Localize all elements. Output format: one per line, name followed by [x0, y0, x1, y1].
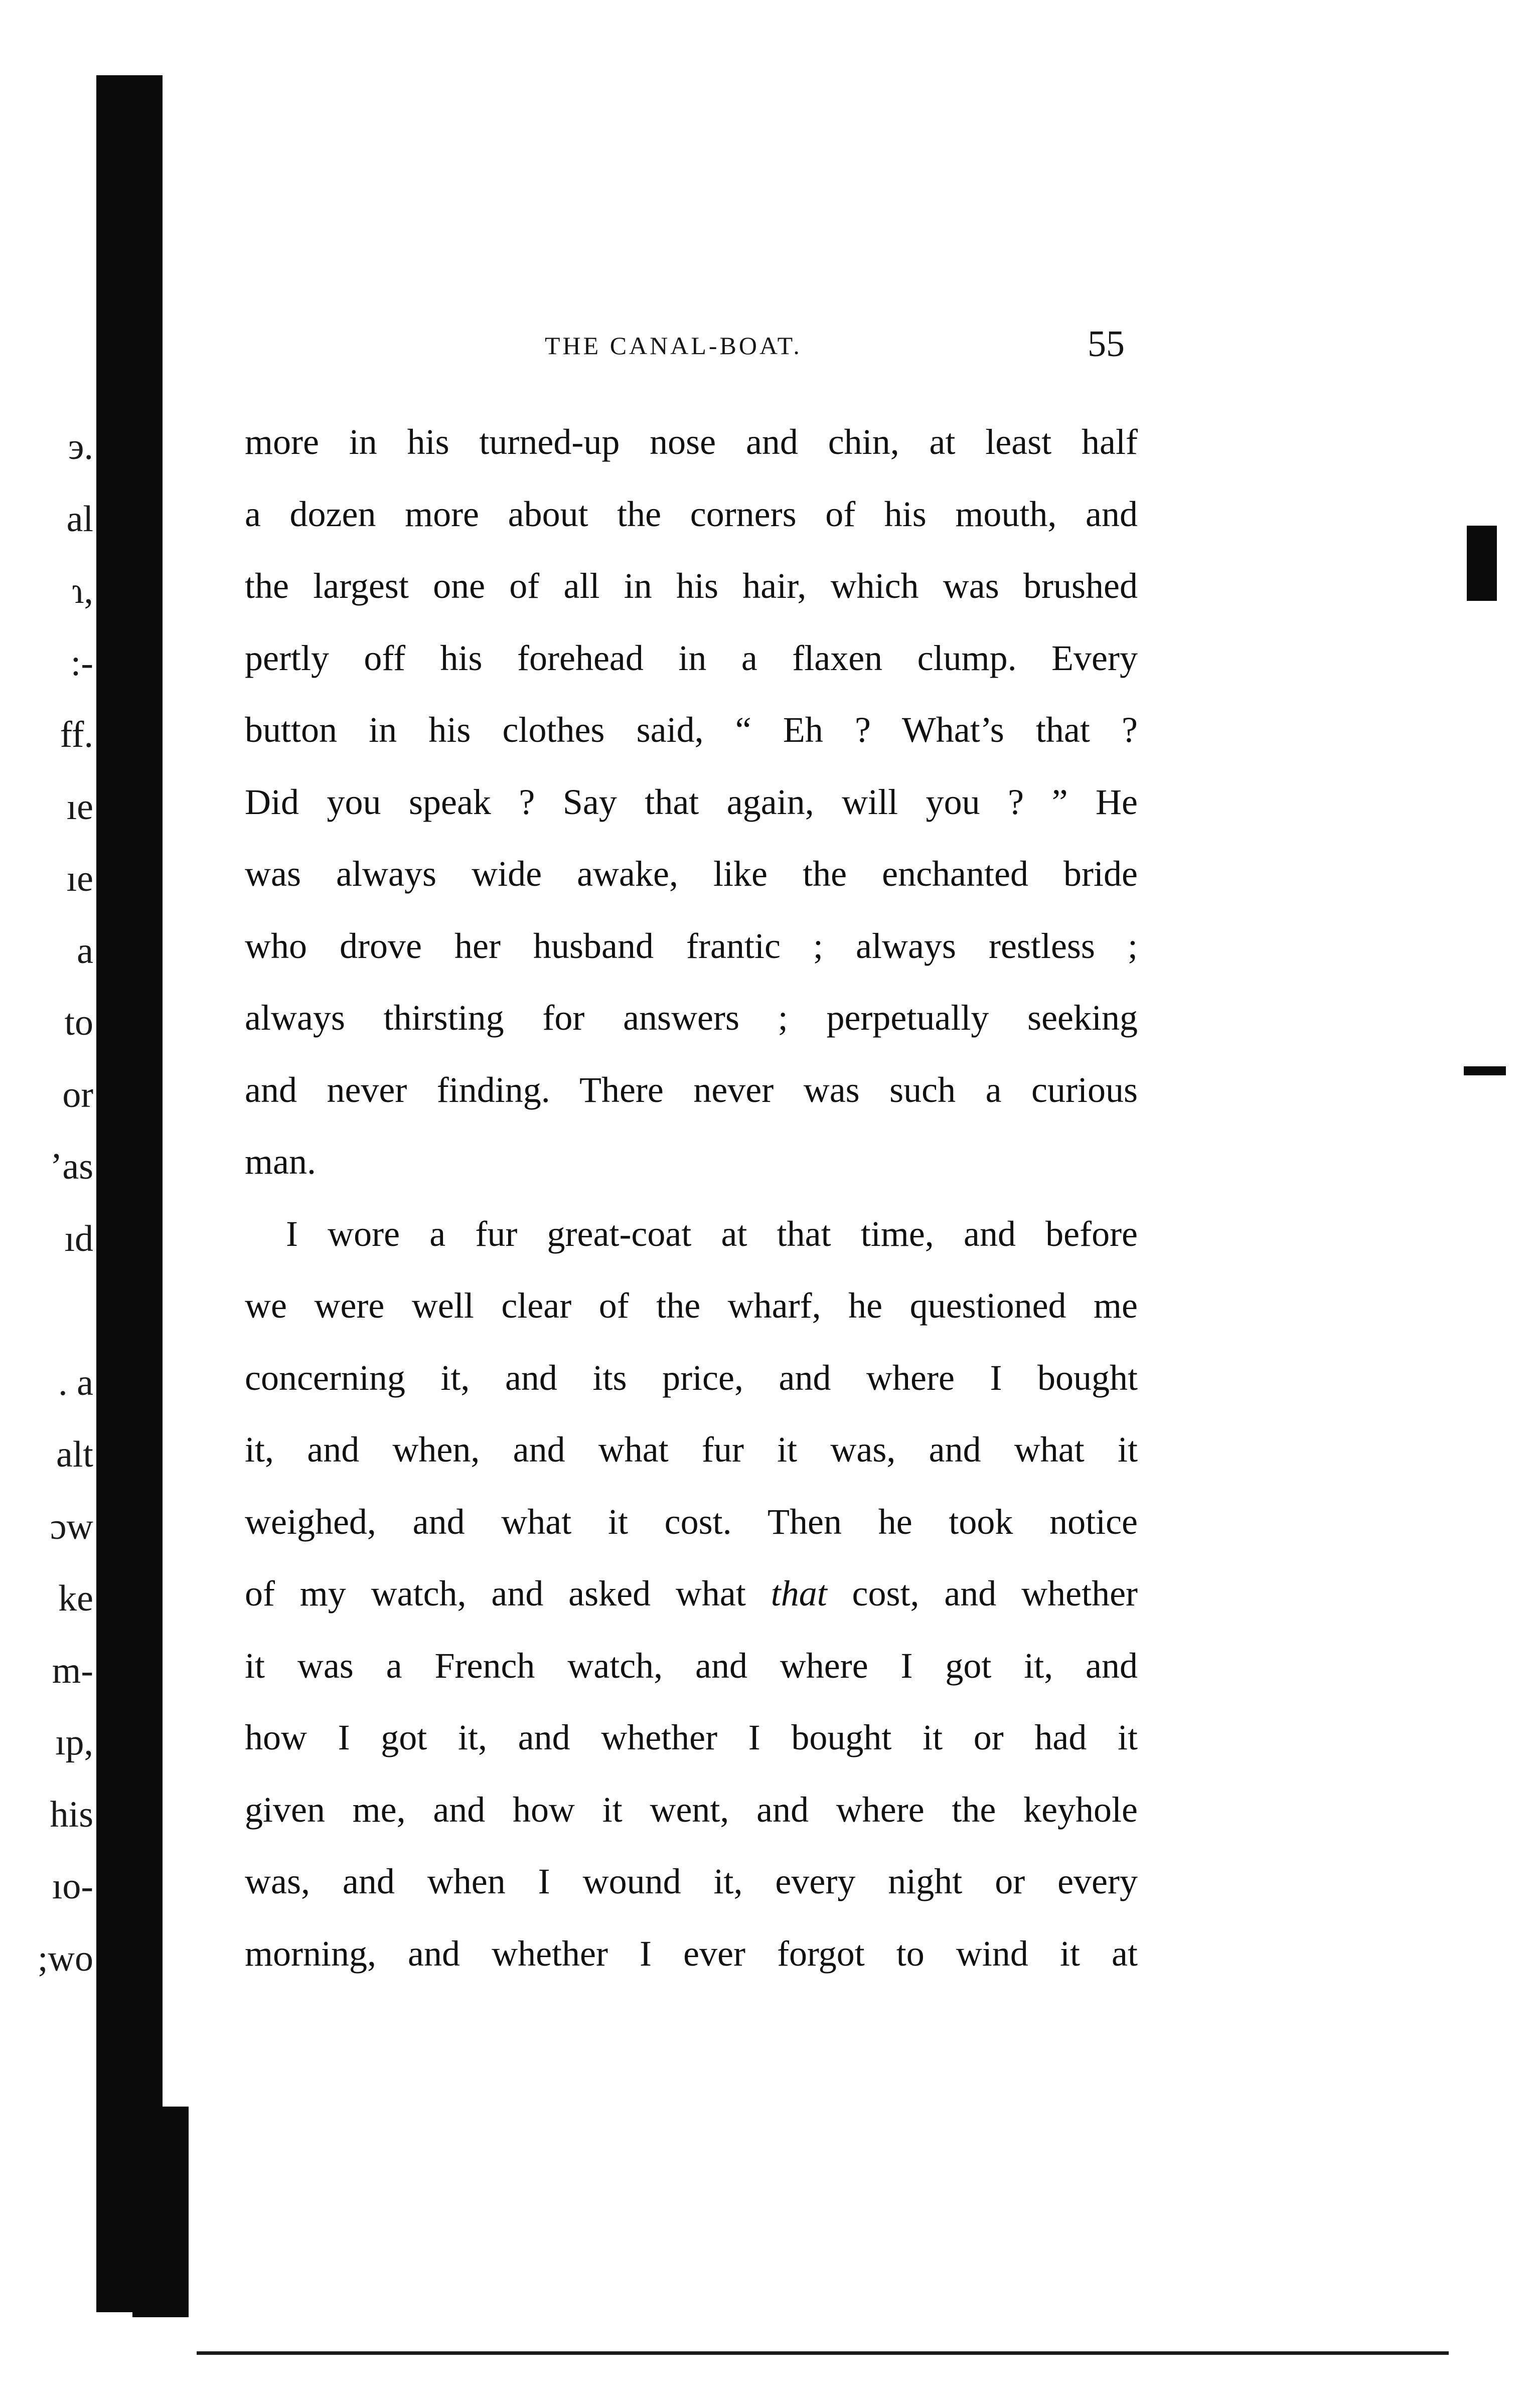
text-line: and never finding. There never was such a curious	[245, 1069, 1138, 1110]
text-line: the largest one of all in his hair, which was brushed	[245, 566, 1138, 606]
italic-word: that	[771, 1573, 827, 1614]
bottom-edge-rule	[197, 2351, 1449, 2355]
text-run: of my watch, and asked what	[245, 1573, 746, 1614]
bleed-fragment: a	[77, 930, 93, 972]
text-line: a dozen more about the corners of his mouth, and	[245, 494, 1138, 534]
bleed-fragment: ıe	[66, 786, 93, 828]
bleed-fragment: ıe	[66, 858, 93, 899]
bleed-fragment: ;wo	[38, 1938, 93, 1979]
page-body	[245, 406, 1138, 1990]
bleed-fragment: :-	[70, 642, 93, 684]
facing-page-bleed	[3, 411, 93, 1995]
text-line: how I got it, and whether I bought it or had it	[245, 1717, 1138, 1757]
bleed-fragment: ɔw	[50, 1506, 93, 1547]
text-line: was, and when I wound it, every night or every	[245, 1861, 1138, 1901]
bleed-fragment: ıd	[64, 1218, 93, 1259]
text-line: always thirsting for answers ; perpetually seeking	[245, 998, 1138, 1038]
text-line: was always wide awake, like the enchanted bride	[245, 854, 1138, 894]
paragraph	[245, 1198, 1138, 1990]
gutter-shadow-lower	[132, 2107, 189, 2317]
bleed-fragment: ’as	[50, 1146, 93, 1187]
bleed-fragment: . a	[58, 1362, 93, 1403]
text-line: more in his turned-up nose and chin, at least half	[245, 422, 1138, 462]
gutter-shadow	[96, 75, 163, 2312]
bleed-fragment: ɿ,	[71, 570, 93, 611]
text-run: cost, and whether	[827, 1573, 1138, 1614]
text-line: man.	[245, 1142, 316, 1182]
text-line: it, and when, and what fur it was, and what it	[245, 1429, 1138, 1470]
text-line: weighed, and what it cost. Then he took notice	[245, 1501, 1138, 1542]
text-line: we were well clear of the wharf, he questioned me	[245, 1286, 1138, 1326]
text-line: it was a French watch, and where I got it, and	[245, 1645, 1138, 1686]
text-line: button in his clothes said, “ Eh ? What’s that ?	[245, 710, 1138, 750]
bleed-fragment: alt	[56, 1434, 93, 1475]
text-line-with-italic	[245, 1558, 1138, 1630]
text-line: morning, and whether I ever forgot to wind it at	[245, 1933, 1138, 1974]
paragraph	[245, 406, 1138, 1198]
page-number: 55	[1088, 324, 1125, 365]
bleed-fragment: or	[62, 1074, 93, 1115]
bleed-fragment	[3, 1275, 93, 1347]
bleed-fragment: ff.	[60, 714, 93, 755]
bleed-fragment: ıo-	[52, 1866, 93, 1907]
bleed-fragment: to	[64, 1002, 93, 1043]
margin-scan-mark	[1467, 526, 1497, 601]
running-head: THE CANAL-BOAT.	[545, 332, 802, 360]
margin-scan-mark	[1464, 1066, 1506, 1075]
bleed-fragment: э.	[68, 426, 93, 467]
text-line: I wore a fur great-coat at that time, and before	[286, 1213, 1138, 1254]
bleed-fragment: ıp,	[55, 1722, 93, 1763]
bleed-fragment: m-	[52, 1650, 93, 1691]
text-line: Did you speak ? Say that again, will you ? ” He	[245, 781, 1138, 822]
text-line: who drove her husband frantic ; always restless ;	[245, 925, 1138, 966]
bleed-fragment: ke	[58, 1578, 93, 1619]
text-line: concerning it, and its price, and where I bought	[245, 1357, 1138, 1398]
bleed-fragment: his	[50, 1794, 93, 1835]
text-line: given me, and how it went, and where the keyhole	[245, 1789, 1138, 1830]
text-line: pertly off his forehead in a flaxen clump. Every	[245, 637, 1138, 678]
bleed-fragment: al	[66, 498, 93, 540]
